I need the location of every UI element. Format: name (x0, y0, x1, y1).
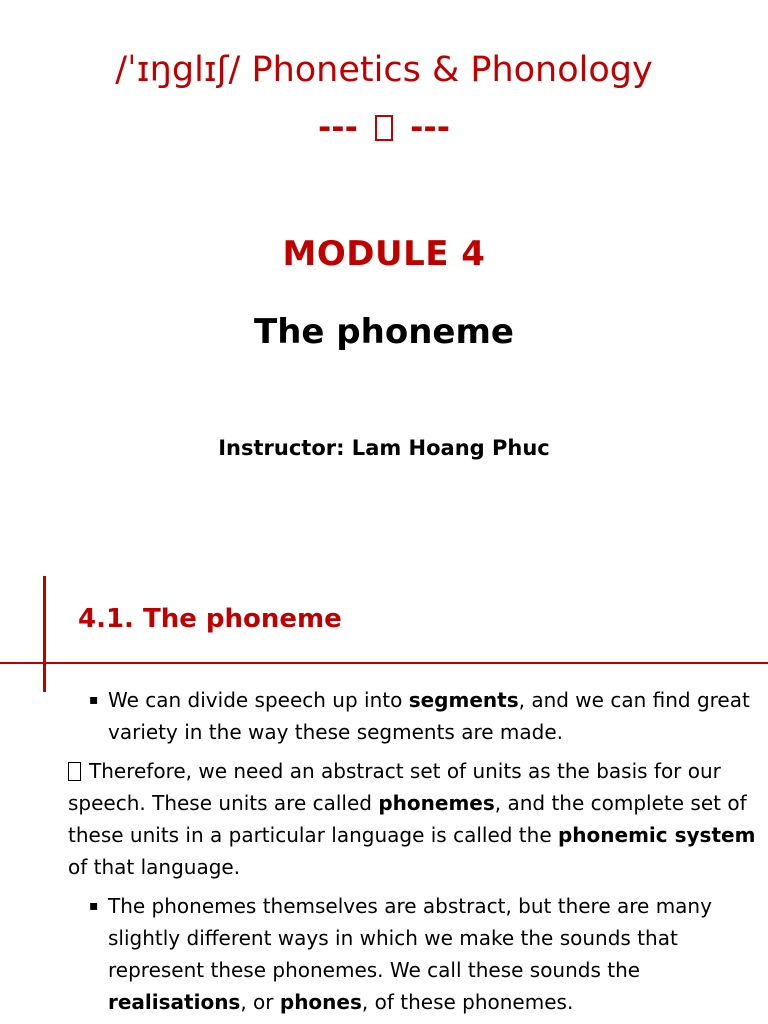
conclusion-paragraph (68, 755, 760, 883)
instructor-name: Instructor: Lam Hoang Phuc (218, 436, 550, 460)
bold-term: phonemic system (557, 823, 756, 847)
divider-dashes-right: --- (410, 108, 450, 146)
module-number: MODULE 4 (282, 234, 486, 274)
bold-term: realisations (108, 990, 241, 1014)
text-run: The phonemes themselves are abstract, but there are many slightly different ways in which we make the sounds that represent these phonemes. We call these sounds the (108, 894, 712, 982)
module-subtitle: The phoneme (254, 312, 514, 352)
text-run: , and we can find great variety in the way these segments are made. (108, 688, 750, 744)
text-run: Therefore, we need an abstract set of units as the basis for our speech. These units are called (68, 759, 721, 815)
placeholder-box-icon (68, 762, 81, 781)
placeholder-box-icon (375, 115, 393, 141)
bullet-square-icon: ▪ (89, 898, 99, 914)
text-run: , and the complete set of these units in a particular language is called the (68, 791, 747, 847)
text-run: , or (240, 990, 280, 1014)
title-divider (0, 108, 768, 146)
text-run: of that language. (68, 855, 241, 879)
bold-term: phones (279, 990, 362, 1014)
bullet-square-icon: ▪ (89, 692, 99, 708)
bold-term: segments (408, 688, 519, 712)
bullet-paragraph-1 (88, 684, 760, 748)
section-heading: 4.1. The phoneme (78, 604, 342, 634)
text-run: , of these phonemes. (361, 990, 574, 1014)
course-title: /ˈɪŋglɪʃ/ Phonetics & Phonology (115, 50, 653, 90)
text-run: We can divide speech up into (108, 688, 409, 712)
horizontal-accent-rule (0, 662, 768, 664)
divider-dashes-left: --- (318, 108, 358, 146)
bullet-paragraph-2 (88, 890, 760, 1018)
bold-term: phonemes (378, 791, 495, 815)
slide-body (68, 684, 760, 1024)
vertical-accent-rule (43, 576, 46, 692)
